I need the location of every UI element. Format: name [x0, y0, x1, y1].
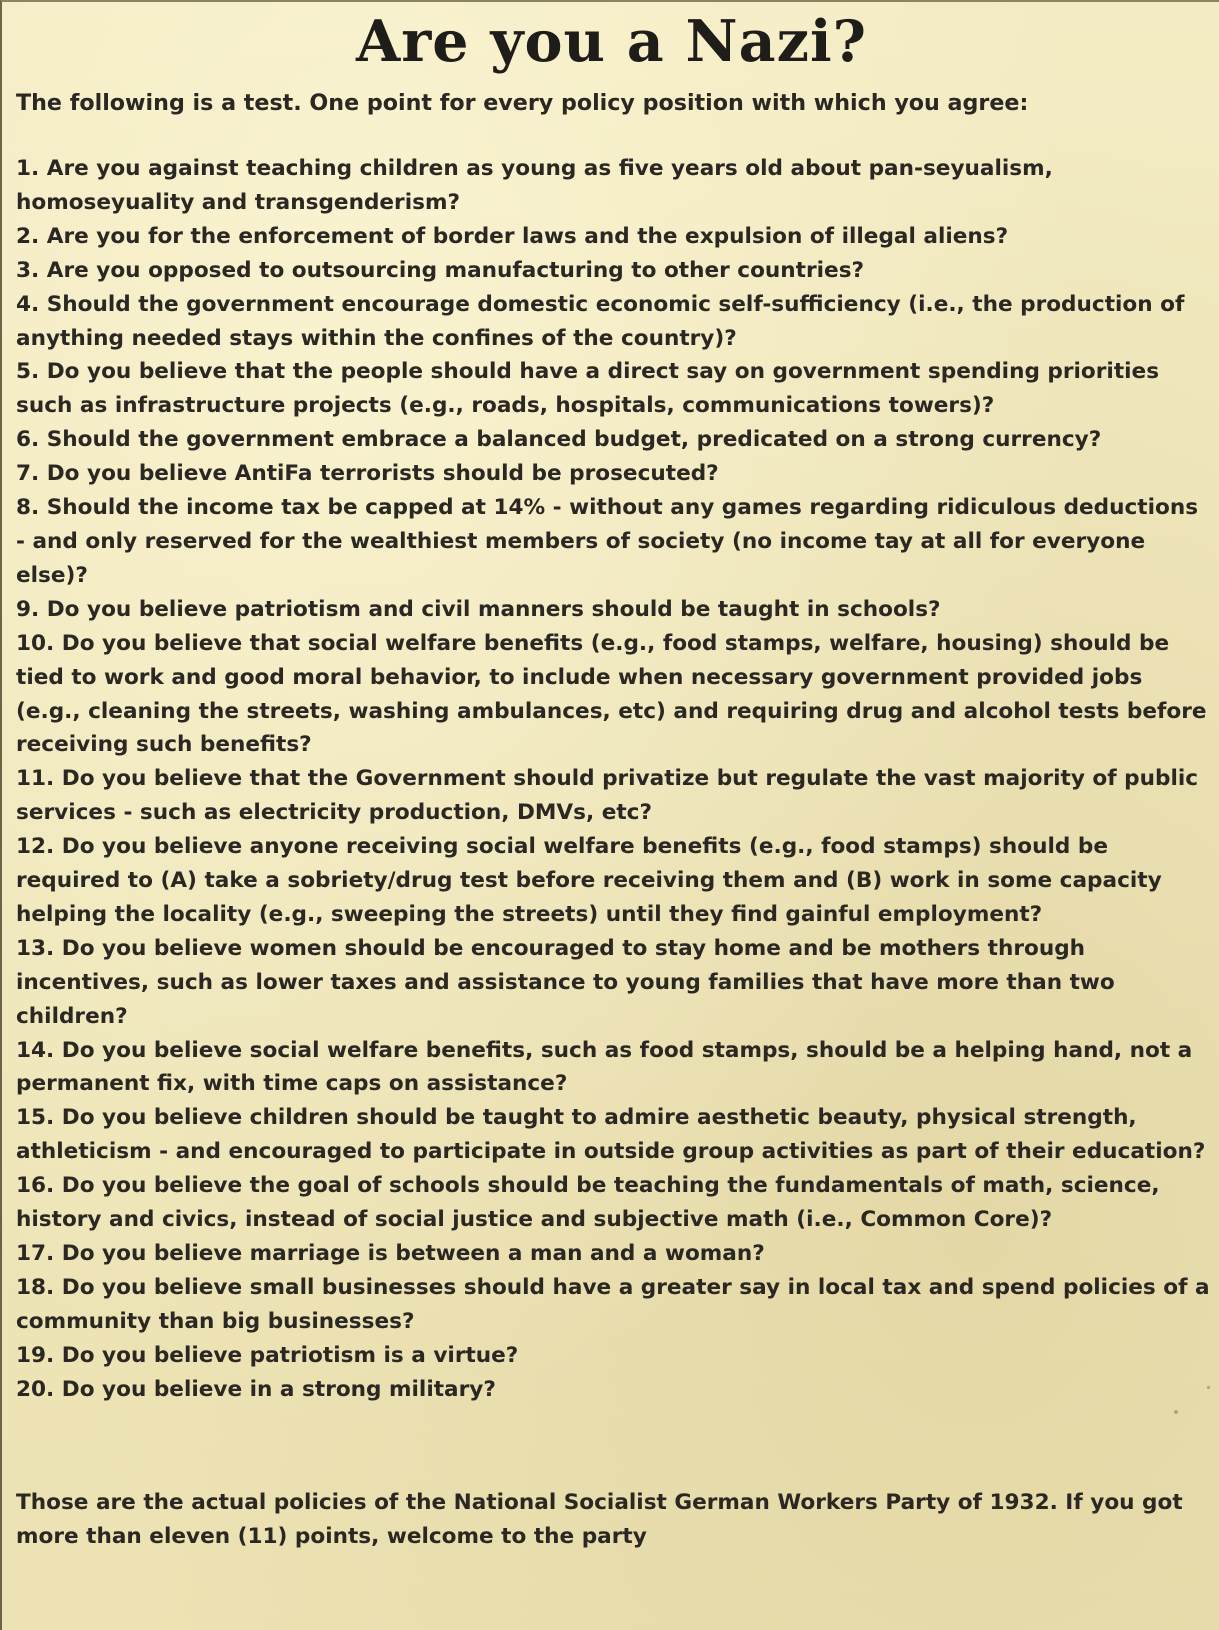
question-item: 7. Do you believe AntiFa terrorists should be prosecuted?: [16, 461, 719, 487]
question-item: 1. Are you against teaching children as young as five years old about pan-seyualism, homoseyuality and transgenderism?: [16, 156, 1053, 215]
question-item: 20. Do you believe in a strong military?: [16, 1376, 496, 1402]
question-item: 9. Do you believe patriotism and civil manners should be taught in schools?: [16, 596, 941, 622]
question-item: 19. Do you believe patriotism is a virtue?: [16, 1342, 519, 1368]
question-item: 2. Are you for the enforcement of border laws and the expulsion of illegal aliens?: [16, 223, 1009, 249]
question-item: 11. Do you believe that the Government should privatize but regulate the vast majority of public services - such as electricity production, DMVs, etc?: [16, 766, 1199, 826]
intro-text: The following is a test. One point for every policy position with which you agree:: [16, 90, 1029, 116]
paper-speck: [1207, 1386, 1210, 1389]
question-item: 8. Should the income tax be capped at 14% - without any games regarding ridiculous deductions - and only reserved for the wealthiest members of society (no income tay at all for everyone else)?: [16, 495, 1199, 588]
question-item: 12. Do you believe anyone receiving social welfare benefits (e.g., food stamps) should be required to (A) take a sobriety/drug test before receiving them and (B) work in some capacity helping the locality (e.g., sweeping the streets) until they find gainful employment?: [16, 834, 1162, 927]
question-item: 13. Do you believe women should be encouraged to stay home and be mothers through incentives, such as lower taxes and assistance to young families that have more than two children?: [16, 935, 1115, 1029]
question-item: 15. Do you believe children should be taught to admire aesthetic beauty, physical strength, athleticism - and encouraged to participate in outside group activities as part of their education?: [16, 1105, 1206, 1165]
question-item: 3. Are you opposed to outsourcing manufacturing to other countries?: [16, 257, 865, 283]
question-item: 14. Do you believe social welfare benefits, such as food stamps, should be a helping hand, not a permanent fix, with time caps on assistance?: [16, 1037, 1193, 1097]
question-item: 4. Should the government encourage domestic economic self-sufficiency (i.e., the production of anything needed stays within the confines of the country)?: [16, 291, 1185, 351]
question-item: 17. Do you believe marriage is between a man and a woman?: [16, 1241, 765, 1266]
question-item: 18. Do you believe small businesses should have a greater say in local tax and spend policies of a community than big businesses?: [16, 1274, 1210, 1334]
paper-speck: [1174, 1410, 1178, 1414]
question-list: [16, 152, 1212, 1407]
document-title: Are you a Nazi?: [355, 8, 868, 75]
question-item: 5. Do you believe that the people should have a direct say on government spending priorities such as infrastructure projects (e.g., roads, hospitals, communications towers)?: [16, 359, 1160, 419]
question-item: 6. Should the government embrace a balanced budget, predicated on a strong currency?: [16, 427, 1102, 453]
question-item: 10. Do you believe that social welfare benefits (e.g., food stamps, welfare, housing) should be tied to work and good moral behavior, to include when necessary government provided jobs (e.g., cleaning the streets, washing ambulances, etc) and requiring drug and alcohol tests before receiving such benefits?: [16, 630, 1207, 758]
closing-text: Those are the actual policies of the National Socialist German Workers Party of 1932. If you got more than eleven (11) points, welcome to the party: [16, 1490, 1183, 1549]
question-item: 16. Do you believe the goal of schools should be teaching the fundamentals of math, science, history and civics, instead of social justice and subjective math (i.e., Common Core)?: [16, 1173, 1160, 1233]
